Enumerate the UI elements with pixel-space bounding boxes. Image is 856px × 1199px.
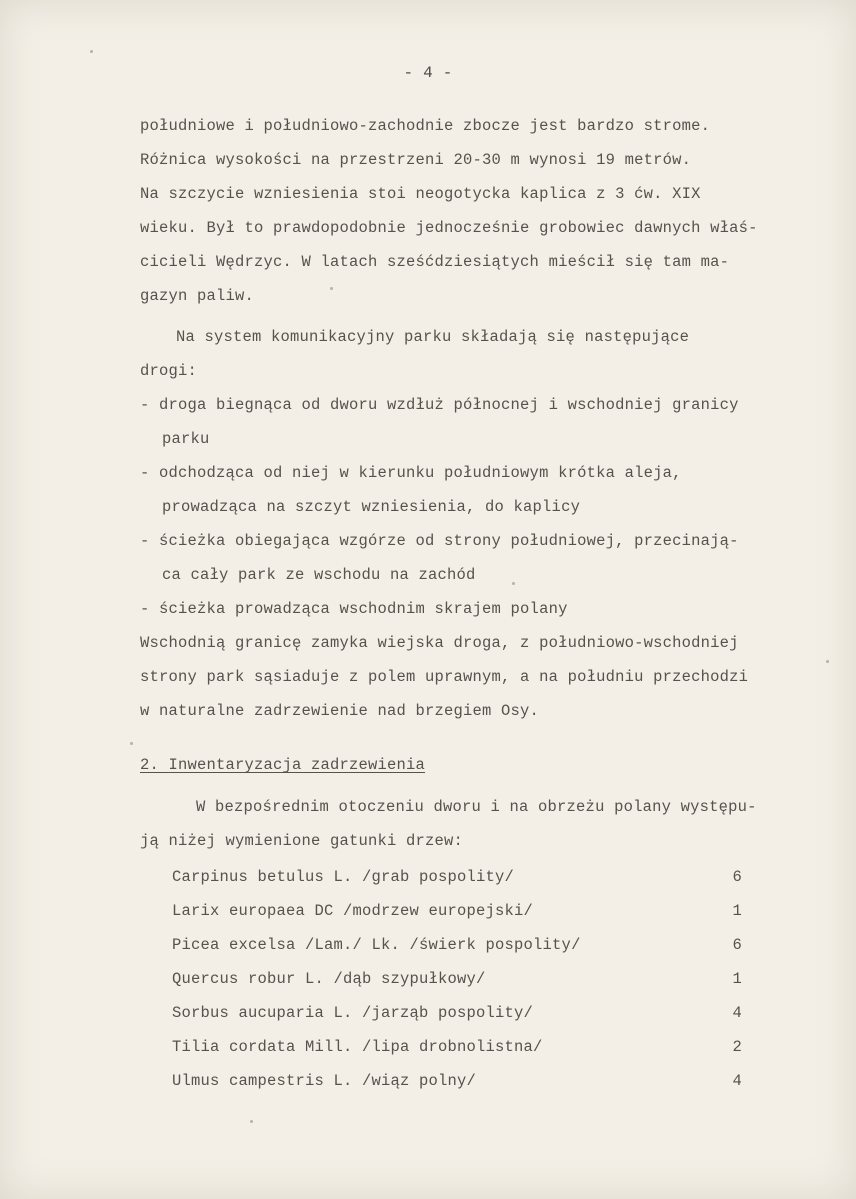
text-line: cicieli Wędrzyc. W latach sześćdziesiątych mieścił się tam ma- [140,253,730,271]
text-line: w naturalne zadrzewienie nad brzegiem Osy. [140,702,540,720]
tree-count: 2 [732,1038,742,1056]
list-item-continuation: parku [162,430,210,448]
text-line: wieku. Był to prawdopodobnie jednocześnie grobowiec dawnych właś- [140,219,758,237]
list-item [172,968,742,990]
tree-species-name: Tilia cordata Mill. /lipa drobnolistna/ [172,1038,543,1056]
tree-species-name: Sorbus aucuparia L. /jarząb pospolity/ [172,1004,534,1022]
tree-species-name: Ulmus campestris L. /wiąz polny/ [172,1072,477,1090]
list-item-continuation: prowadząca na szczyt wzniesienia, do kaplicy [162,498,581,516]
tree-species-name: Larix europaea DC /modrzew europejski/ [172,902,534,920]
list-item [172,934,742,956]
page-number: - 4 - [403,64,453,82]
list-item [172,1036,742,1058]
paper-speck [330,287,333,290]
text-line: Różnica wysokości na przestrzeni 20-30 m wynosi 19 metrów. [140,151,692,169]
tree-count: 1 [732,970,742,988]
tree-species-name: Picea excelsa /Lam./ Lk. /świerk pospolity/ [172,936,581,954]
tree-species-name: Quercus robur L. /dąb szypułkowy/ [172,970,486,988]
text-line: ją niżej wymienione gatunki drzew: [140,832,464,850]
text-line: Na system komunikacyjny parku składają się następujące [176,328,690,346]
tree-count: 6 [732,868,742,886]
tree-count: 1 [732,902,742,920]
tree-count: 6 [732,936,742,954]
list-item: - odchodząca od niej w kierunku południowym krótka aleja, [140,464,682,482]
paper-speck [512,582,515,585]
list-item [172,1002,742,1024]
paper-speck [130,742,133,745]
tree-species-name: Carpinus betulus L. /grab pospolity/ [172,868,515,886]
tree-count: 4 [732,1004,742,1022]
paper-speck [90,50,93,53]
tree-count: 4 [732,1072,742,1090]
list-item [172,866,742,888]
list-item: - ścieżka obiegająca wzgórze od strony południowej, przecinają- [140,532,739,550]
text-line: drogi: [140,362,198,380]
section-heading: 2. Inwentaryzacja zadrzewienia [140,756,426,774]
text-line: Wschodnią granicę zamyka wiejska droga, z południowo-wschodniej [140,634,739,652]
list-item: - droga biegnąca od dworu wzdłuż północnej i wschodniej granicy [140,396,739,414]
list-item: - ścieżka prowadząca wschodnim skrajem polany [140,600,568,618]
text-line: strony park sąsiaduje z polem uprawnym, a na południu przechodzi [140,668,749,686]
list-item [172,1070,742,1092]
text-line: W bezpośrednim otoczeniu dworu i na obrzeżu polany występu- [196,798,757,816]
text-line: południowe i południowo-zachodnie zbocze jest bardzo strome. [140,117,711,135]
list-item [172,900,742,922]
paper-speck [250,1120,253,1123]
text-line: Na szczycie wzniesienia stoi neogotycka kaplica z 3 ćw. XIX [140,185,701,203]
list-item-continuation: ca cały park ze wschodu na zachód [162,566,476,584]
paper-speck [826,660,829,663]
text-line: gazyn paliw. [140,287,255,305]
